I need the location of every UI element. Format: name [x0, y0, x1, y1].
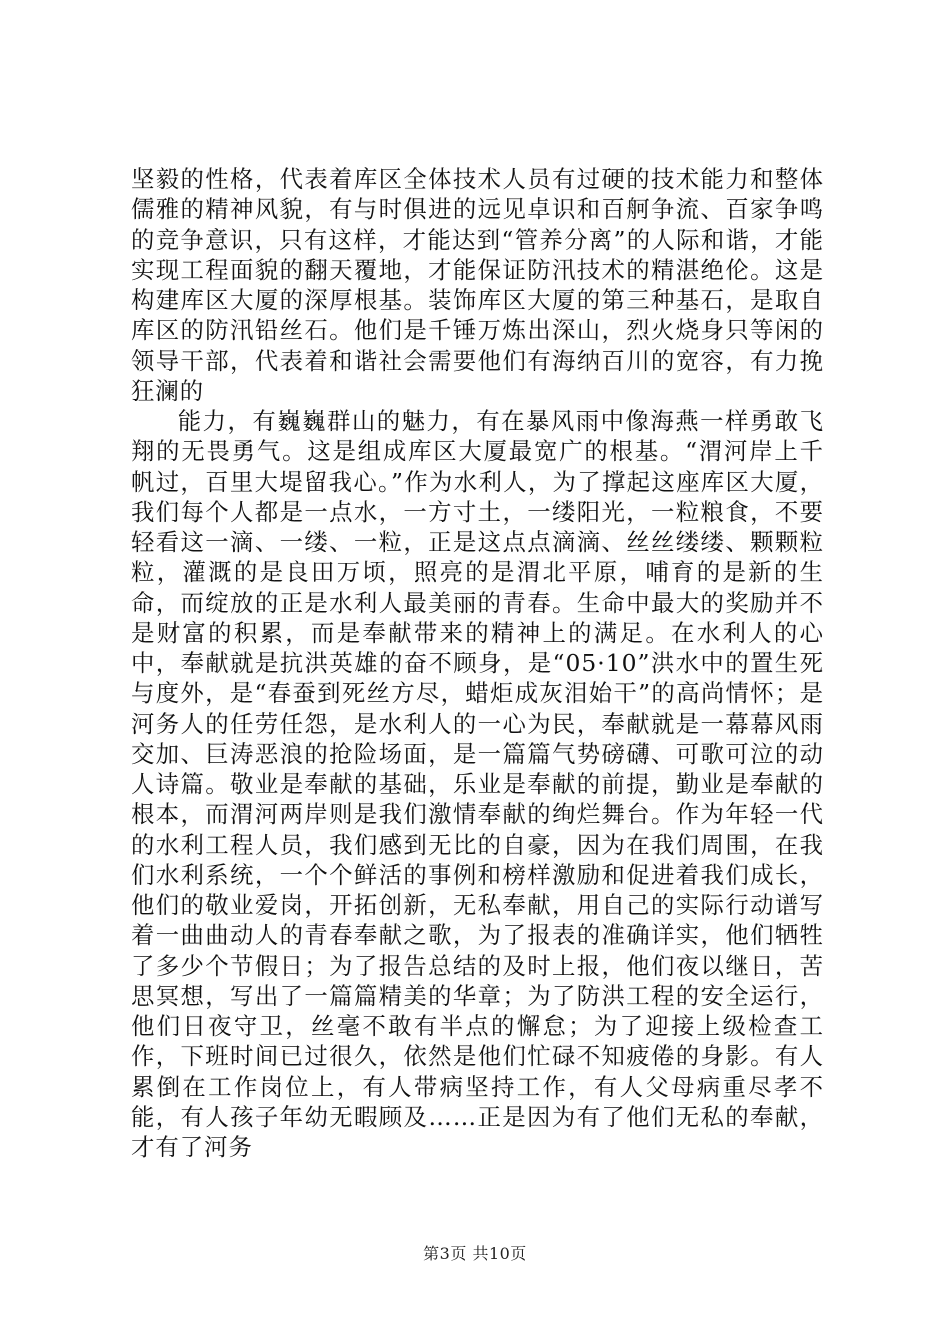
paragraph-1: 坚毅的性格，代表着库区全体技术人员有过硬的技术能力和整体儒雅的精神风貌，有与时俱进的远见卓识和百舸争流、百家争鸣的竞争意识，只有这样，才能达到“管养分离”的人际和谐，才能实现工程面貌的翻天覆地，才能保证防汛技术的精湛绝伦。这是构建库区大厦的深厚根基。装饰库区大厦的第三种基石，是取自库区的防汛铅丝石。他们是千锤万炼出深山，烈火烧身只等闲的领导干部，代表着和谐社会需要他们有海纳百川的宽容，有力挽狂澜的	[131, 165, 824, 405]
document-body	[131, 164, 824, 1162]
page-number-footer: 第3页 共10页	[423, 1244, 527, 1263]
paragraph-2: 能力，有巍巍群山的魅力，有在暴风雨中像海燕一样勇敢飞翔的无畏勇气。这是组成库区大厦最宽广的根基。“渭河岸上千帆过，百里大堤留我心。”作为水利人，为了撑起这座库区大厦，我们每个人都是一点水，一方寸土，一缕阳光，一粒粮食，不要轻看这一滴、一缕、一粒，正是这点点滴滴、丝丝缕缕、颗颗粒粒，灌溉的是良田万顷，照亮的是渭北平原，哺育的是新的生命，而绽放的正是水利人最美丽的青春。生命中最大的奖励并不是财富的积累，而是奉献带来的精神上的满足。在水利人的心中，奉献就是抗洪英雄的奋不顾身，是“05·10”洪水中的置生死与度外，是“春蚕到死丝方尽，蜡炬成灰泪始干”的高尚情怀；是河务人的任劳任怨，是水利人的一心为民，奉献就是一幕幕风雨交加、巨涛恶浪的抢险场面，是一篇篇气势磅礴、可歌可泣的动人诗篇。敬业是奉献的基础，乐业是奉献的前提，勤业是奉献的根本，而渭河两岸则是我们激情奉献的绚烂舞台。作为年轻一代的水利工程人员，我们感到无比的自豪，因为在我们周围，在我们水利系统，一个个鲜活的事例和榜样激励和促进着我们成长，他们的敬业爱岗，开拓创新，无私奉献，用自己的实际行动谱写着一曲曲动人的青春奉献之歌，为了报表的准确详实，他们牺牲了多少个节假日；为了报告总结的及时上报，他们夜以继日，苦思冥想，写出了一篇篇精美的华章；为了防洪工程的安全运行，他们日夜守卫，丝毫不敢有半点的懈怠；为了迎接上级检查工作，下班时间已过很久，依然是他们忙碌不知疲倦的身影。有人累倒在工作岗位上，有人带病坚持工作，有人父母病重尽孝不能，有人孩子年幼无暇顾及……正是因为有了他们无私的奉献，才有了河务	[131, 407, 824, 1161]
